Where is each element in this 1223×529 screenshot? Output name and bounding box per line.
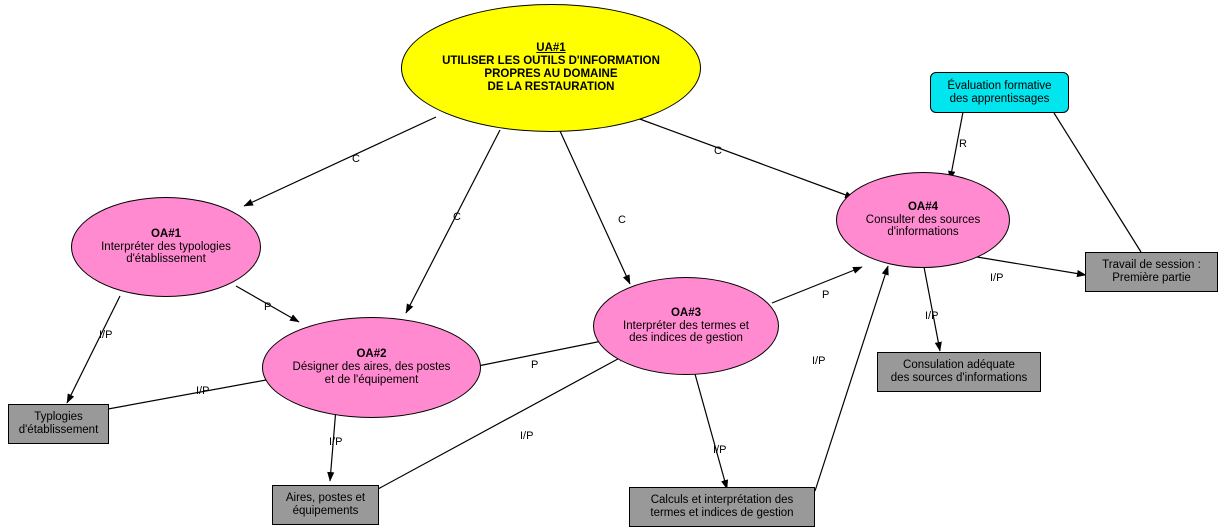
node-typologies-line1: Typlogies [34, 411, 83, 424]
node-oa1-line3: d'établissement [126, 253, 206, 266]
edge-ua1-oa4 [637, 118, 854, 198]
node-oa2-line2: Désigner des aires, des postes [292, 361, 451, 374]
node-ua1-line2: UTILISER LES OUTILS D'INFORMATION [442, 55, 660, 68]
node-oa1-text [95, 228, 237, 267]
edge-oa1-typologies [67, 296, 120, 403]
node-oa3-line3: des indices de gestion [629, 332, 743, 345]
node-ua1[interactable] [401, 4, 701, 132]
edge-label-aires-oa3: I/P [520, 430, 534, 442]
edge-oa4-consulation [924, 267, 940, 351]
node-evaluation-line1: Évaluation formative [947, 79, 1052, 92]
edge-label-ua1-oa1: C [352, 153, 360, 165]
node-consulation-text [885, 359, 1033, 385]
node-calculs[interactable] [629, 487, 815, 527]
node-aires-text [280, 492, 371, 518]
edge-oa3-calculs [690, 356, 727, 489]
node-oa2[interactable] [262, 317, 481, 418]
node-oa4-line1: OA#4 [907, 200, 939, 213]
node-ua1-line3: PROPRES AU DOMAINE [484, 68, 618, 80]
node-oa4-line2: Consulter des sources [865, 213, 981, 226]
edge-ua1-oa3 [560, 131, 630, 284]
node-ua1-text [436, 42, 666, 94]
edge-label-oa2-oa3: P [531, 359, 539, 371]
node-travail-line1: Travail de session : [1102, 259, 1201, 272]
node-oa3-line2: Interpréter des termes et [623, 319, 749, 332]
node-oa3[interactable] [593, 277, 779, 375]
node-oa1[interactable] [71, 197, 261, 297]
node-travail[interactable] [1085, 252, 1218, 292]
edge-evaluation-travail [1054, 113, 1141, 252]
edge-label-evaluation-oa4: R [959, 138, 967, 150]
edge-oa4-travail [971, 256, 1086, 275]
edge-typologies-oa2 [108, 378, 277, 409]
node-oa4-line3: d'informations [887, 226, 959, 239]
edge-label-oa3-calculs: I/P [713, 444, 727, 456]
edge-label-ua1-oa2: C [453, 211, 461, 223]
edge-label-oa1-oa2: P [264, 301, 272, 313]
node-typologies-line2: d'établissement [18, 424, 99, 436]
edge-oa2-oa3 [473, 338, 617, 367]
edge-label-oa3-oa4: P [822, 289, 830, 301]
node-travail-line2: Première partie [1112, 272, 1191, 284]
node-calculs-text [644, 494, 799, 520]
node-evaluation-line2: des apprentissages [949, 92, 1050, 105]
node-typologies-text [13, 411, 105, 437]
edge-label-ua1-oa4: C [714, 145, 722, 157]
edge-label-typologies-oa2: I/P [196, 385, 210, 397]
node-oa4[interactable] [836, 172, 1010, 268]
node-consulation[interactable] [877, 352, 1041, 392]
node-oa2-text [287, 348, 457, 387]
node-oa3-text [617, 307, 755, 346]
node-consulation-line1: Consulation adéquate [903, 359, 1015, 372]
node-calculs-line2: termes et indices de gestion [650, 507, 794, 519]
node-oa1-line1: OA#1 [150, 227, 182, 240]
node-evaluation-text [941, 80, 1057, 106]
node-oa3-line1: OA#3 [670, 306, 702, 319]
edge-label-oa4-travail: I/P [990, 272, 1004, 284]
node-ua1-line4: DE LA RESTAURATION [487, 80, 615, 93]
node-typologies[interactable] [8, 404, 109, 444]
edge-oa3-oa4 [772, 267, 862, 303]
node-oa4-text [860, 201, 986, 240]
node-oa2-line1: OA#2 [356, 348, 387, 361]
node-aires-line1: Aires, postes et [285, 492, 366, 505]
edge-label-oa4-consulation: I/P [925, 310, 939, 322]
node-aires[interactable] [272, 485, 379, 525]
edge-ua1-oa1 [244, 117, 436, 206]
node-oa1-line2: Interpréter des typologies [101, 240, 231, 253]
node-consulation-line2: des sources d'informations [890, 372, 1028, 384]
node-oa2-line3: et de l'équipement [324, 373, 419, 386]
node-calculs-line1: Calculs et interprétation des [650, 494, 794, 507]
edge-label-oa1-typologies: I/P [99, 329, 113, 341]
node-aires-line2: équipements [292, 505, 359, 517]
node-evaluation-formative[interactable] [930, 72, 1069, 113]
node-travail-text [1096, 259, 1207, 285]
edge-label-ua1-oa3: C [618, 214, 626, 226]
edge-label-oa2-aires: I/P [329, 436, 343, 448]
edge-label-calculs-oa4: I/P [812, 355, 826, 367]
node-ua1-line1: UA#1 [536, 42, 566, 55]
